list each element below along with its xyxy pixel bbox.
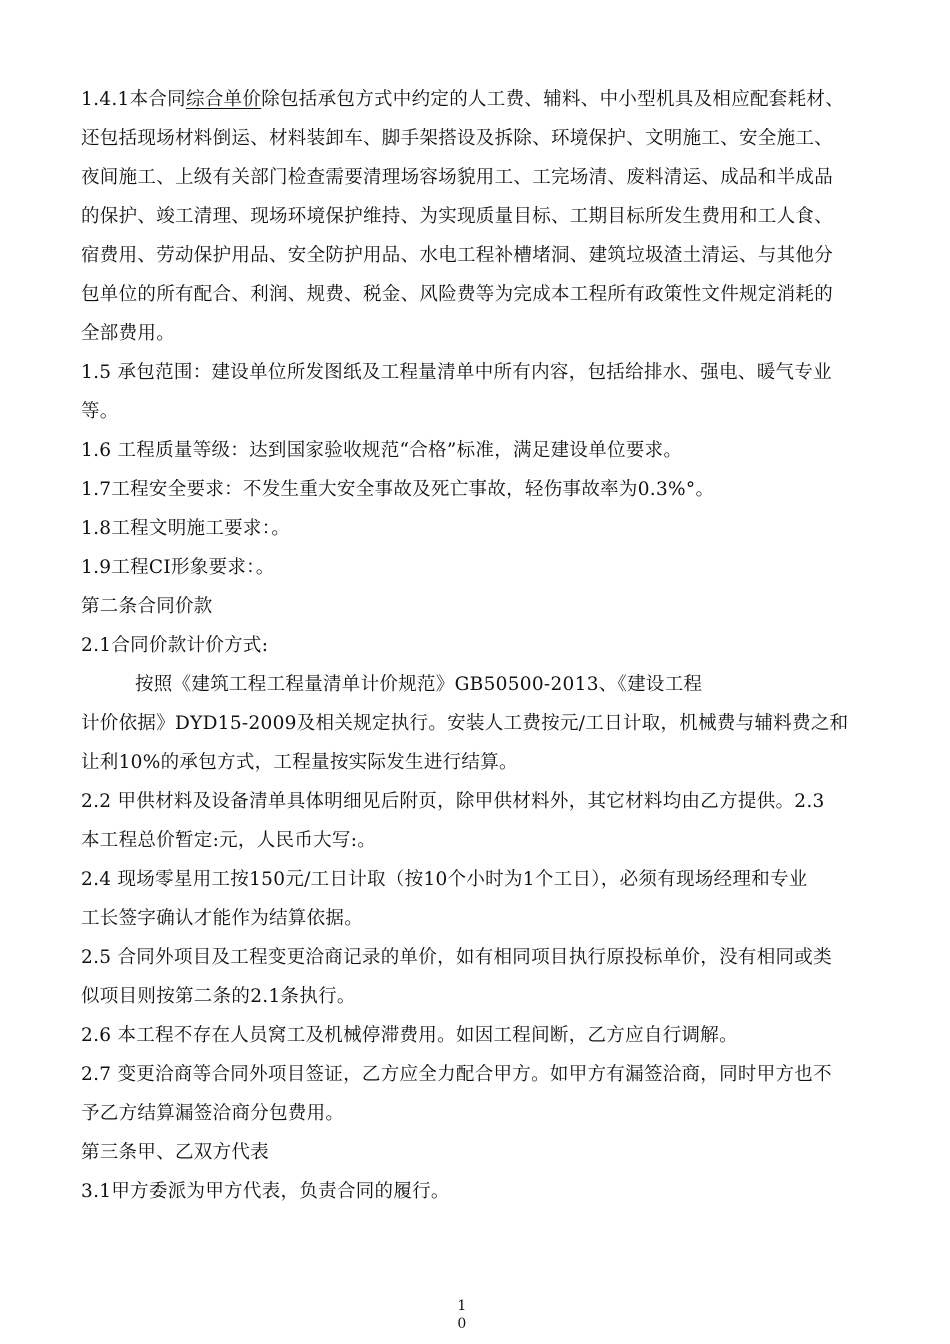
clause-2-1-heading: 2.1合同价款计价方式: — [81, 635, 269, 656]
clause-1-4-1-prefix: 1.4.1本合同 — [81, 89, 186, 110]
clause-1-9: 1.9工程CI形象要求：。 — [81, 557, 275, 578]
clause-2-2-line-2: 本工程总价暂定:元，人民币大写:。 — [81, 830, 377, 851]
clause-2-7-line-2: 予乙方结算漏签洽商分包费用。 — [81, 1103, 345, 1124]
article-2-title: 第二条合同价款 — [81, 596, 213, 617]
clause-1-5-line-2: 等。 — [81, 401, 119, 422]
clause-1-8: 1.8工程文明施工要求：。 — [81, 518, 291, 539]
clause-1-6: 1.6 工程质量等级：达到国家验收规范“合格”标准，满足建设单位要求。 — [81, 440, 683, 461]
page-number-digit-1: 1 — [457, 1298, 467, 1314]
clause-1-4-1-line-6: 包单位的所有配合、利润、规费、税金、风险费等为完成本工程所有政策性文件规定消耗的 — [81, 284, 834, 305]
clause-2-1-line-2: 计价依据》DYD15-2009及相关规定执行。安装人工费按元/工日计取，机械费与辅料费之和 — [81, 713, 849, 734]
page-number — [455, 1297, 469, 1333]
document-body — [81, 80, 899, 1211]
page-number-digit-2: 0 — [457, 1316, 467, 1332]
clause-1-7: 1.7工程安全要求：不发生重大安全事故及死亡事故，轻伤事故率为0.3%°。 — [81, 479, 715, 500]
clause-1-4-1-line-2: 还包括现场材料倒运、材料装卸车、脚手架搭设及拆除、环境保护、文明施工、安全施工、 — [81, 128, 834, 149]
clause-2-5-line-1: 2.5 合同外项目及工程变更洽商记录的单价，如有相同项目执行原投标单价，没有相同或类 — [81, 947, 832, 968]
clause-2-5-line-2: 似项目则按第二条的2.1条执行。 — [81, 986, 356, 1007]
clause-2-4-line-2: 工长签字确认才能作为结算依据。 — [81, 908, 364, 929]
clause-1-5-line-1: 1.5 承包范围：建设单位所发图纸及工程量清单中所有内容，包括给排水、强电、暖气专业 — [81, 362, 832, 383]
clause-2-1-line-1: 按照《建筑工程工程量清单计价规范》GB50500-2013、《建设工程 — [135, 674, 703, 695]
clause-2-1-line-3: 让利10%的承包方式，工程量按实际发生进行结算。 — [81, 752, 518, 773]
clause-2-4-line-1: 2.4 现场零星用工按150元/工日计取（按10个小时为1个工日），必须有现场经理和专业 — [81, 869, 808, 890]
clause-3-1: 3.1甲方委派为甲方代表，负责合同的履行。 — [81, 1181, 450, 1202]
underlined-term: 综合单价 — [185, 89, 262, 110]
clause-2-6: 2.6 本工程不存在人员窝工及机械停滞费用。如因工程间断，乙方应自行调解。 — [81, 1025, 738, 1046]
clause-1-4-1-line-4: 的保护、竣工清理、现场环境保护维持、为实现质量目标、工期目标所发生费用和工人食、 — [81, 206, 834, 227]
clause-1-4-1-line-3: 夜间施工、上级有关部门检查需要清理场容场貌用工、工完场清、废料清运、成品和半成品 — [81, 167, 834, 188]
clause-2-7-line-1: 2.7 变更洽商等合同外项目签证，乙方应全力配合甲方。如甲方有漏签洽商，同时甲方也不 — [81, 1064, 832, 1085]
clause-1-4-1-line-7: 全部费用。 — [81, 323, 176, 344]
clause-1-4-1-line-1 — [81, 80, 899, 119]
clause-2-2-line-1: 2.2 甲供材料及设备清单具体明细见后附页，除甲供材料外，其它材料均由乙方提供。2.3 — [81, 791, 825, 812]
clause-1-4-1-line-5: 宿费用、劳动保护用品、安全防护用品、水电工程补槽堵洞、建筑垃圾渣土清运、与其他分 — [81, 245, 834, 266]
article-3-title: 第三条甲、乙双方代表 — [81, 1142, 270, 1163]
clause-1-4-1-text: 除包括承包方式中约定的人工费、辅料、中小型机具及相应配套耗材、 — [261, 89, 844, 110]
